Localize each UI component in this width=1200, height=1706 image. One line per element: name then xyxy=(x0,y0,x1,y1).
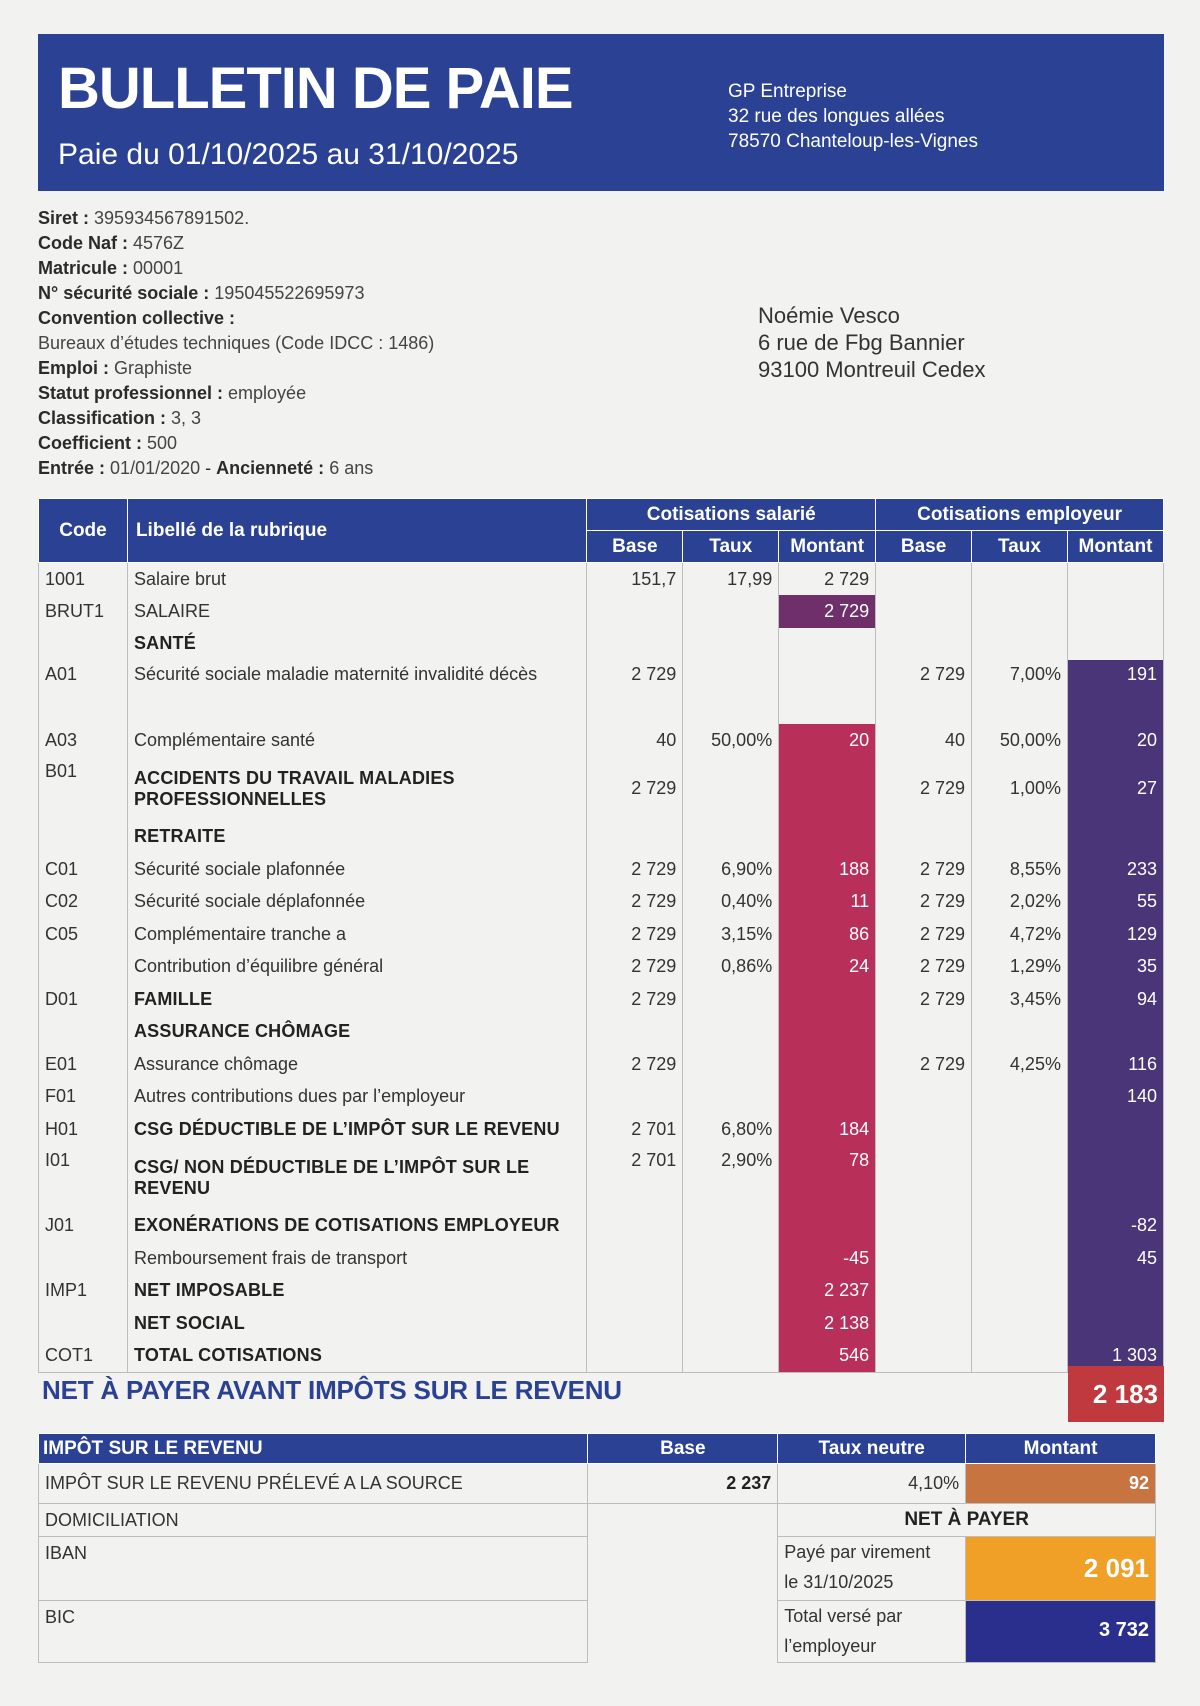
entree-label: Entrée : xyxy=(38,458,106,478)
total-verse-value: 3 732 xyxy=(966,1601,1156,1663)
table-row xyxy=(39,1307,1164,1340)
salarie-base-cell: 2 701 xyxy=(587,1113,683,1146)
code-cell: F01 xyxy=(39,1081,128,1114)
header-ir-taux: Taux neutre xyxy=(778,1434,966,1464)
code-cell xyxy=(39,951,128,984)
net-before-tax-value: 2 183 xyxy=(1068,1366,1164,1422)
total-line1: Total versé par xyxy=(784,1606,903,1626)
employeur-taux-cell xyxy=(972,628,1068,661)
employeur-taux-cell: 1,29% xyxy=(972,951,1068,984)
employeur-base-cell xyxy=(876,1242,972,1275)
salarie-montant-cell: 11 xyxy=(779,886,876,919)
label-cell: NET SOCIAL xyxy=(127,1307,586,1340)
label-cell: Salaire brut xyxy=(127,563,586,596)
employeur-base-cell: 2 729 xyxy=(876,853,972,886)
employeur-base-cell: 2 729 xyxy=(876,1048,972,1081)
employeur-taux-cell xyxy=(972,1146,1068,1210)
salarie-montant-cell xyxy=(779,757,876,821)
salarie-taux-cell xyxy=(683,660,779,724)
employeur-base-cell xyxy=(876,628,972,661)
employeur-taux-cell: 2,02% xyxy=(972,886,1068,919)
employeur-base-cell xyxy=(876,1113,972,1146)
salarie-base-cell: 2 729 xyxy=(587,951,683,984)
salarie-base-cell: 2 729 xyxy=(587,757,683,821)
employeur-taux-cell: 7,00% xyxy=(972,660,1068,724)
ir-label: IMPÔT SUR LE REVENU PRÉLEVÉ A LA SOURCE xyxy=(39,1464,588,1504)
salarie-montant-cell: 20 xyxy=(779,724,876,757)
employeur-montant-cell: 35 xyxy=(1067,951,1163,984)
employeur-montant-cell: 45 xyxy=(1067,1242,1163,1275)
label-cell: ACCIDENTS DU TRAVAIL MALADIES PROFESSIONNELLES xyxy=(127,757,586,821)
employeur-montant-cell xyxy=(1067,821,1163,854)
salarie-taux-cell xyxy=(683,821,779,854)
salarie-taux-cell xyxy=(683,628,779,661)
matricule-value: 00001 xyxy=(133,258,184,278)
code-cell: COT1 xyxy=(39,1340,128,1373)
table-row xyxy=(39,1275,1164,1308)
salarie-montant-cell xyxy=(779,821,876,854)
salarie-taux-cell xyxy=(683,1210,779,1243)
code-cell: C01 xyxy=(39,853,128,886)
net-payer-label: NET À PAYER xyxy=(778,1504,1156,1537)
employeur-base-cell: 2 729 xyxy=(876,983,972,1016)
company-street: 32 rue des longues allées xyxy=(728,106,945,127)
employeur-montant-cell xyxy=(1067,1016,1163,1049)
salarie-montant-cell xyxy=(779,983,876,1016)
classification-value: 3, 3 xyxy=(171,408,202,428)
employeur-montant-cell xyxy=(1067,595,1163,628)
header-ir-base: Base xyxy=(588,1434,778,1464)
code-cell: A01 xyxy=(39,660,128,724)
employeur-base-cell xyxy=(876,563,972,596)
salarie-montant-cell xyxy=(779,1016,876,1049)
salarie-montant-cell xyxy=(779,660,876,724)
code-cell: I01 xyxy=(39,1146,128,1210)
paye-line1: Payé par virement xyxy=(784,1542,931,1562)
code-cell xyxy=(39,1242,128,1275)
employeur-montant-cell: 20 xyxy=(1067,724,1163,757)
salarie-taux-cell: 3,15% xyxy=(683,918,779,951)
code-cell: 1001 xyxy=(39,563,128,596)
salarie-taux-cell xyxy=(683,595,779,628)
header-employeur-montant: Montant xyxy=(1067,531,1163,563)
code-cell: D01 xyxy=(39,983,128,1016)
table-row xyxy=(39,1048,1164,1081)
recipient-street: 6 rue de Fbg Bannier xyxy=(758,330,965,355)
code-cell: C05 xyxy=(39,918,128,951)
label-cell: Autres contributions dues par l’employeur xyxy=(127,1081,586,1114)
table-row xyxy=(39,983,1164,1016)
tax-spacer xyxy=(588,1504,778,1663)
salarie-base-cell xyxy=(587,1081,683,1114)
employeur-base-cell xyxy=(876,595,972,628)
employeur-taux-cell: 4,25% xyxy=(972,1048,1068,1081)
emploi-value: Graphiste xyxy=(114,358,193,378)
code-cell xyxy=(39,821,128,854)
salarie-taux-cell xyxy=(683,1275,779,1308)
salarie-montant-cell xyxy=(779,628,876,661)
employeur-montant-cell: 55 xyxy=(1067,886,1163,919)
employeur-base-cell xyxy=(876,1275,972,1308)
salarie-montant-cell: 2 237 xyxy=(779,1275,876,1308)
matricule-label: Matricule : xyxy=(38,258,129,278)
employeur-montant-cell: 140 xyxy=(1067,1081,1163,1114)
table-row xyxy=(39,821,1164,854)
paye-line2: le 31/10/2025 xyxy=(784,1572,894,1592)
salarie-taux-cell: 2,90% xyxy=(683,1146,779,1210)
label-cell: NET IMPOSABLE xyxy=(127,1275,586,1308)
total-verse xyxy=(778,1601,966,1663)
table-row xyxy=(39,1016,1164,1049)
salarie-base-cell: 2 729 xyxy=(587,660,683,724)
salarie-montant-cell xyxy=(779,1048,876,1081)
label-cell: TOTAL COTISATIONS xyxy=(127,1340,586,1373)
employeur-montant-cell: 27 xyxy=(1067,757,1163,821)
net-payer-value: 2 091 xyxy=(966,1537,1156,1601)
code-cell: H01 xyxy=(39,1113,128,1146)
employeur-montant-cell xyxy=(1067,1275,1163,1308)
employeur-taux-cell xyxy=(972,595,1068,628)
employeur-taux-cell: 4,72% xyxy=(972,918,1068,951)
salarie-montant-cell xyxy=(779,1210,876,1243)
salarie-montant-cell: 2 729 xyxy=(779,563,876,596)
employeur-montant-cell xyxy=(1067,1146,1163,1210)
code-cell: E01 xyxy=(39,1048,128,1081)
salarie-montant-cell: 2 138 xyxy=(779,1307,876,1340)
ir-taux: 4,10% xyxy=(778,1464,966,1504)
salarie-montant-cell: 188 xyxy=(779,853,876,886)
pay-period: Paie du 01/10/2025 au 31/10/2025 xyxy=(58,138,519,171)
salarie-taux-cell: 17,99 xyxy=(683,563,779,596)
salarie-montant-cell: 86 xyxy=(779,918,876,951)
salarie-taux-cell xyxy=(683,1307,779,1340)
table-row xyxy=(39,724,1164,757)
naf-label: Code Naf : xyxy=(38,233,128,253)
table-row xyxy=(39,757,1164,821)
employeur-taux-cell: 8,55% xyxy=(972,853,1068,886)
employeur-montant-cell xyxy=(1067,563,1163,596)
header-salarie-montant: Montant xyxy=(779,531,876,563)
convention-label: Convention collective : xyxy=(38,308,236,328)
table-row xyxy=(39,951,1164,984)
salarie-base-cell xyxy=(587,628,683,661)
salarie-taux-cell: 0,86% xyxy=(683,951,779,984)
table-row xyxy=(39,1340,1164,1373)
label-cell: Sécurité sociale plafonnée xyxy=(127,853,586,886)
net-before-tax-label: NET À PAYER AVANT IMPÔTS SUR LE REVENU xyxy=(42,1375,622,1405)
ir-montant: 92 xyxy=(966,1464,1156,1504)
employeur-base-cell: 2 729 xyxy=(876,660,972,724)
company-name: GP Entreprise xyxy=(728,81,847,102)
salarie-montant-cell: -45 xyxy=(779,1242,876,1275)
table-row xyxy=(39,1146,1164,1210)
label-cell: Contribution d’équilibre général xyxy=(127,951,586,984)
employeur-taux-cell: 50,00% xyxy=(972,724,1068,757)
label-cell: Assurance chômage xyxy=(127,1048,586,1081)
salarie-base-cell xyxy=(587,1340,683,1373)
salarie-taux-cell xyxy=(683,757,779,821)
employeur-taux-cell xyxy=(972,1242,1068,1275)
header-employeur: Cotisations employeur xyxy=(876,499,1164,531)
employeur-montant-cell: 191 xyxy=(1067,660,1163,724)
employee-info: Siret : 395934567891502. Code Naf : 4576Z Matricule : 00001 N° sécurité sociale : 195045522695973 Convention collective : Bureaux d’études techniques (Code IDCC : 1486) Emploi : Graphiste Statut professionnel : employée Classification : 3, 3 Coefficient : 500 Entrée : 01/01/2020 - Ancienneté : 6 ans xyxy=(38,208,435,478)
secu-value: 195045522695973 xyxy=(214,283,365,303)
employeur-base-cell: 2 729 xyxy=(876,886,972,919)
domiciliation-label: DOMICILIATION xyxy=(39,1504,588,1537)
paye-virement xyxy=(778,1537,966,1601)
label-cell: Complémentaire santé xyxy=(127,724,586,757)
salarie-base-cell xyxy=(587,1307,683,1340)
contributions-table xyxy=(38,498,1164,1373)
employeur-montant-cell xyxy=(1067,628,1163,661)
salarie-taux-cell xyxy=(683,1242,779,1275)
convention-value: Bureaux d’études techniques (Code IDCC : 1486) xyxy=(38,333,435,353)
label-cell: Sécurité sociale déplafonnée xyxy=(127,886,586,919)
label-cell: CSG/ NON DÉDUCTIBLE DE L’IMPÔT SUR LE REVENU xyxy=(127,1146,586,1210)
employeur-base-cell: 2 729 xyxy=(876,918,972,951)
salarie-base-cell: 2 729 xyxy=(587,853,683,886)
salarie-taux-cell: 6,80% xyxy=(683,1113,779,1146)
label-cell: CSG DÉDUCTIBLE DE L’IMPÔT SUR LE REVENU xyxy=(127,1113,586,1146)
employeur-montant-cell: 233 xyxy=(1067,853,1163,886)
recipient-address xyxy=(758,302,985,383)
salarie-base-cell: 2 701 xyxy=(587,1146,683,1210)
anciennete-label: Ancienneté : xyxy=(216,458,325,478)
salarie-taux-cell xyxy=(683,1016,779,1049)
employeur-taux-cell xyxy=(972,1340,1068,1373)
code-cell: J01 xyxy=(39,1210,128,1243)
table-row xyxy=(39,853,1164,886)
label-cell: SALAIRE xyxy=(127,595,586,628)
employeur-taux-cell xyxy=(972,1307,1068,1340)
salarie-taux-cell xyxy=(683,983,779,1016)
employeur-base-cell: 2 729 xyxy=(876,951,972,984)
employeur-base-cell xyxy=(876,1081,972,1114)
employeur-base-cell xyxy=(876,1146,972,1210)
code-cell: A03 xyxy=(39,724,128,757)
header-code: Code xyxy=(39,499,128,563)
salarie-base-cell: 151,7 xyxy=(587,563,683,596)
company-city: 78570 Chanteloup-les-Vignes xyxy=(728,131,978,152)
employeur-taux-cell xyxy=(972,1113,1068,1146)
header-employeur-base: Base xyxy=(876,531,972,563)
naf-value: 4576Z xyxy=(133,233,185,253)
table-row xyxy=(39,1210,1164,1243)
employeur-base-cell xyxy=(876,821,972,854)
header-ir-montant: Montant xyxy=(966,1434,1156,1464)
anciennete-value: 6 ans xyxy=(329,458,374,478)
salarie-montant-cell xyxy=(779,1081,876,1114)
employeur-base-cell xyxy=(876,1340,972,1373)
code-cell xyxy=(39,1307,128,1340)
employeur-montant-cell: 94 xyxy=(1067,983,1163,1016)
label-cell: ASSURANCE CHÔMAGE xyxy=(127,1016,586,1049)
employeur-base-cell xyxy=(876,1307,972,1340)
employeur-montant-cell xyxy=(1067,1113,1163,1146)
salarie-taux-cell: 0,40% xyxy=(683,886,779,919)
entree-value: 01/01/2020 xyxy=(110,458,201,478)
salarie-base-cell xyxy=(587,821,683,854)
salarie-base-cell xyxy=(587,595,683,628)
salarie-base-cell xyxy=(587,1210,683,1243)
classification-label: Classification : xyxy=(38,408,167,428)
table-row xyxy=(39,595,1164,628)
siret-value: 395934567891502. xyxy=(94,208,250,228)
label-cell: Remboursement frais de transport xyxy=(127,1242,586,1275)
coefficient-label: Coefficient : xyxy=(38,433,143,453)
salarie-montant-cell: 184 xyxy=(779,1113,876,1146)
employeur-taux-cell: 1,00% xyxy=(972,757,1068,821)
statut-label: Statut professionnel : xyxy=(38,383,224,403)
salarie-montant-cell: 78 xyxy=(779,1146,876,1210)
salarie-taux-cell xyxy=(683,1048,779,1081)
employeur-taux-cell xyxy=(972,1210,1068,1243)
contributions-body xyxy=(39,563,1164,1373)
employeur-montant-cell: 1 303 xyxy=(1067,1340,1163,1373)
employeur-base-cell xyxy=(876,1210,972,1243)
table-row xyxy=(39,918,1164,951)
secu-label: N° sécurité sociale : xyxy=(38,283,210,303)
table-row xyxy=(39,563,1164,596)
employeur-taux-cell xyxy=(972,1081,1068,1114)
salarie-base-cell: 2 729 xyxy=(587,886,683,919)
salarie-base-cell: 40 xyxy=(587,724,683,757)
employeur-taux-cell xyxy=(972,821,1068,854)
emploi-label: Emploi : xyxy=(38,358,109,378)
code-cell: BRUT1 xyxy=(39,595,128,628)
employeur-montant-cell xyxy=(1067,1307,1163,1340)
employeur-taux-cell xyxy=(972,1016,1068,1049)
coefficient-value: 500 xyxy=(147,433,178,453)
salarie-montant-cell: 546 xyxy=(779,1340,876,1373)
label-cell: RETRAITE xyxy=(127,821,586,854)
header-banner xyxy=(38,34,1164,191)
header-salarie-base: Base xyxy=(587,531,683,563)
label-cell: Sécurité sociale maladie maternité invalidité décès xyxy=(127,660,586,724)
label-cell: FAMILLE xyxy=(127,983,586,1016)
salarie-montant-cell: 2 729 xyxy=(779,595,876,628)
header-ir: IMPÔT SUR LE REVENU xyxy=(39,1434,588,1464)
salarie-montant-cell: 24 xyxy=(779,951,876,984)
recipient-city: 93100 Montreuil Cedex xyxy=(758,357,986,382)
employeur-taux-cell: 3,45% xyxy=(972,983,1068,1016)
bic-label: BIC xyxy=(39,1601,588,1663)
siret-label: Siret : xyxy=(38,208,90,228)
income-tax-table xyxy=(38,1433,1156,1663)
table-row xyxy=(39,1081,1164,1114)
header-libelle: Libellé de la rubrique xyxy=(127,499,586,563)
employeur-montant-cell: 129 xyxy=(1067,918,1163,951)
employeur-montant-cell: 116 xyxy=(1067,1048,1163,1081)
salarie-base-cell: 2 729 xyxy=(587,918,683,951)
document-title: BULLETIN DE PAIE xyxy=(58,56,573,121)
code-cell: IMP1 xyxy=(39,1275,128,1308)
recipient-name: Noémie Vesco xyxy=(758,303,900,328)
salarie-base-cell xyxy=(587,1016,683,1049)
company-address xyxy=(728,79,978,154)
salarie-taux-cell: 50,00% xyxy=(683,724,779,757)
total-line2: l’employeur xyxy=(784,1636,877,1656)
salarie-taux-cell xyxy=(683,1081,779,1114)
salarie-base-cell xyxy=(587,1242,683,1275)
employeur-base-cell: 2 729 xyxy=(876,757,972,821)
label-cell: EXONÉRATIONS DE COTISATIONS EMPLOYEUR xyxy=(127,1210,586,1243)
code-cell xyxy=(39,628,128,661)
ir-base: 2 237 xyxy=(588,1464,778,1504)
label-cell: SANTÉ xyxy=(127,628,586,661)
employeur-base-cell xyxy=(876,1016,972,1049)
header-salarie-taux: Taux xyxy=(683,531,779,563)
code-cell: B01 xyxy=(39,757,128,821)
table-row xyxy=(39,886,1164,919)
statut-value: employée xyxy=(228,383,307,403)
iban-label: IBAN xyxy=(39,1537,588,1601)
label-cell: Complémentaire tranche a xyxy=(127,918,586,951)
salarie-taux-cell: 6,90% xyxy=(683,853,779,886)
table-row xyxy=(39,628,1164,661)
table-row xyxy=(39,1242,1164,1275)
table-row xyxy=(39,660,1164,724)
header-salarie: Cotisations salarié xyxy=(587,499,876,531)
table-row xyxy=(39,1113,1164,1146)
salarie-base-cell: 2 729 xyxy=(587,1048,683,1081)
employeur-base-cell: 40 xyxy=(876,724,972,757)
salarie-base-cell xyxy=(587,1275,683,1308)
employeur-taux-cell xyxy=(972,1275,1068,1308)
code-cell xyxy=(39,1016,128,1049)
code-cell: C02 xyxy=(39,886,128,919)
header-employeur-taux: Taux xyxy=(972,531,1068,563)
employeur-montant-cell: -82 xyxy=(1067,1210,1163,1243)
salarie-taux-cell xyxy=(683,1340,779,1373)
salarie-base-cell: 2 729 xyxy=(587,983,683,1016)
employeur-taux-cell xyxy=(972,563,1068,596)
